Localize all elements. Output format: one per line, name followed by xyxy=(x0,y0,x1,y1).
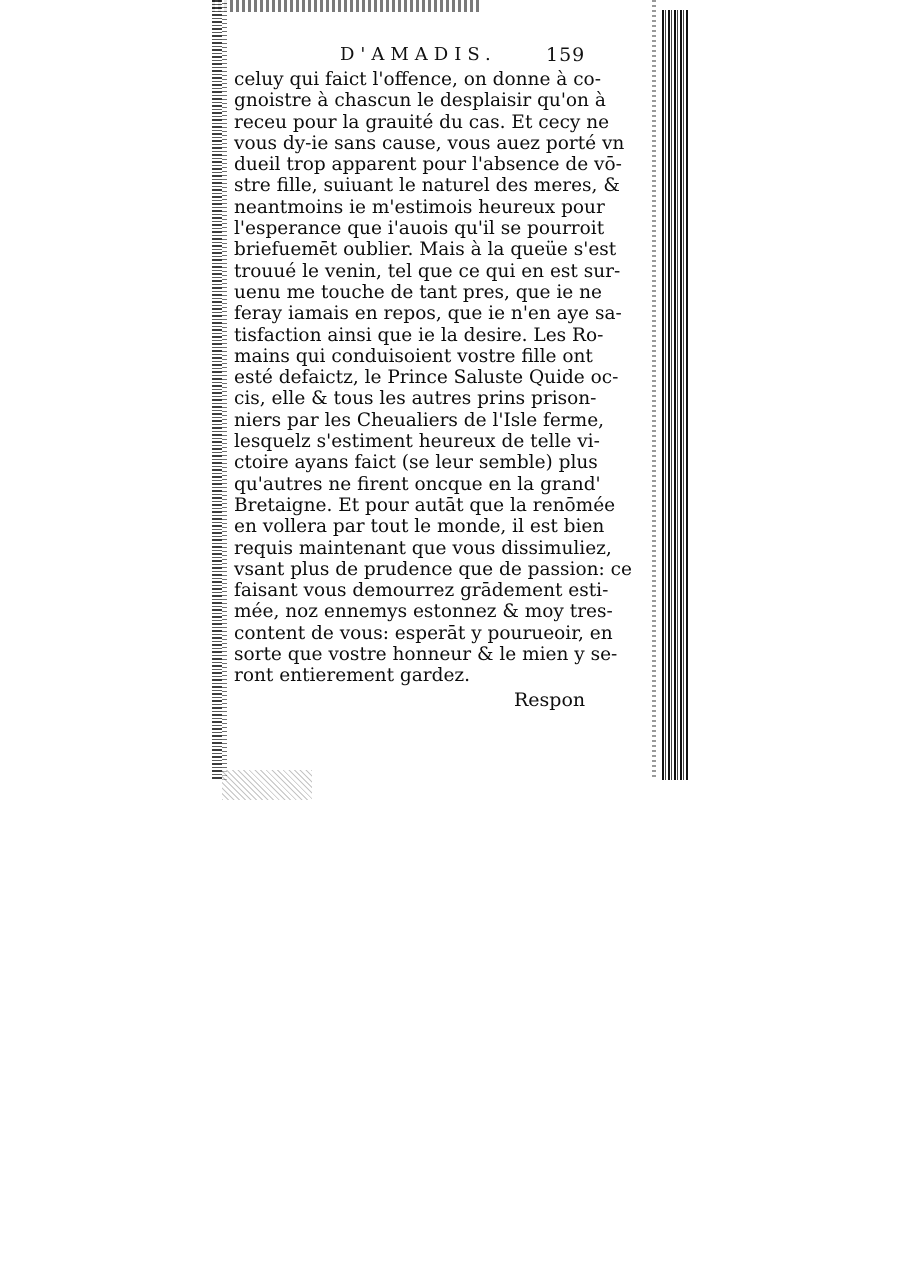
text-line: stre fille, suiuant le naturel des meres, & xyxy=(234,175,620,197)
text-line: sorte que vostre honneur & le mien y se- xyxy=(234,644,618,666)
page-number: 159 xyxy=(546,44,586,66)
text-line: faisant vous demourrez grādement esti- xyxy=(234,580,609,602)
text-line: tisfaction ainsi que ie la desire. Les Ro- xyxy=(234,324,604,346)
text-line: feray iamais en repos, que ie n'en aye sa- xyxy=(234,303,622,325)
page-right-margin-mark xyxy=(652,0,656,780)
text-line: cis, elle & tous les autres prins prison- xyxy=(234,388,597,410)
text-line: en vollera par tout le monde, il est bien xyxy=(234,516,605,538)
text-line: mée, noz ennemys estonnez & moy tres- xyxy=(234,601,613,623)
text-line: uenu me touche de tant pres, que ie ne xyxy=(234,281,602,303)
text-line: niers par les Cheualiers de l'Isle ferme, xyxy=(234,409,605,431)
text-line: ctoire ayans faict (se leur semble) plus xyxy=(234,452,598,474)
text-line: qu'autres ne firent oncque en la grand' xyxy=(234,473,601,495)
text-line: trouué le venin, tel que ce qui en est sur- xyxy=(234,260,621,282)
text-line: vous dy-ie sans cause, vous auez porté vn xyxy=(234,132,625,154)
text-line: receu pour la grauité du cas. Et cecy ne xyxy=(234,111,610,133)
text-line: dueil trop apparent pour l'absence de vō- xyxy=(234,154,622,176)
text-line: ront entierement gardez. xyxy=(234,665,471,687)
text-line: celuy qui faict l'offence, on donne à co- xyxy=(234,69,601,90)
running-head xyxy=(234,44,594,68)
text-line: neantmoins ie m'estimois heureux pour xyxy=(234,196,605,218)
text-line: requis maintenant que vous dissimuliez, xyxy=(234,537,612,559)
text-line: Bretaigne. Et pour autāt que la renōmée xyxy=(234,494,616,516)
page-binding-edge xyxy=(212,0,222,780)
text-line: content de vous: esperāt y pourueoir, en xyxy=(234,622,613,644)
text-line: gnoistre à chascun le desplaisir qu'on à xyxy=(234,90,606,112)
text-line: vsant plus de prudence que de passion: ce xyxy=(234,558,632,580)
text-line: lesquelz s'estiment heureux de telle vi- xyxy=(234,431,600,453)
page-bottom-edge xyxy=(222,770,312,800)
text-line: l'esperance que i'auois qu'il se pourroit xyxy=(234,218,605,240)
body-text xyxy=(234,69,632,687)
text-line: mains qui conduisoient vostre fille ont xyxy=(234,345,593,367)
page-stacked-leaves-edge xyxy=(662,10,688,780)
text-line: esté defaictz, le Prince Saluste Quide oc- xyxy=(234,367,619,389)
running-title: D'AMADIS. xyxy=(340,44,497,65)
text-line: briefuemēt oublier. Mais à la queüe s'est xyxy=(234,239,617,261)
page-top-edge xyxy=(212,0,482,12)
catchword: Respon xyxy=(514,689,586,711)
book-page-scan xyxy=(212,0,690,790)
